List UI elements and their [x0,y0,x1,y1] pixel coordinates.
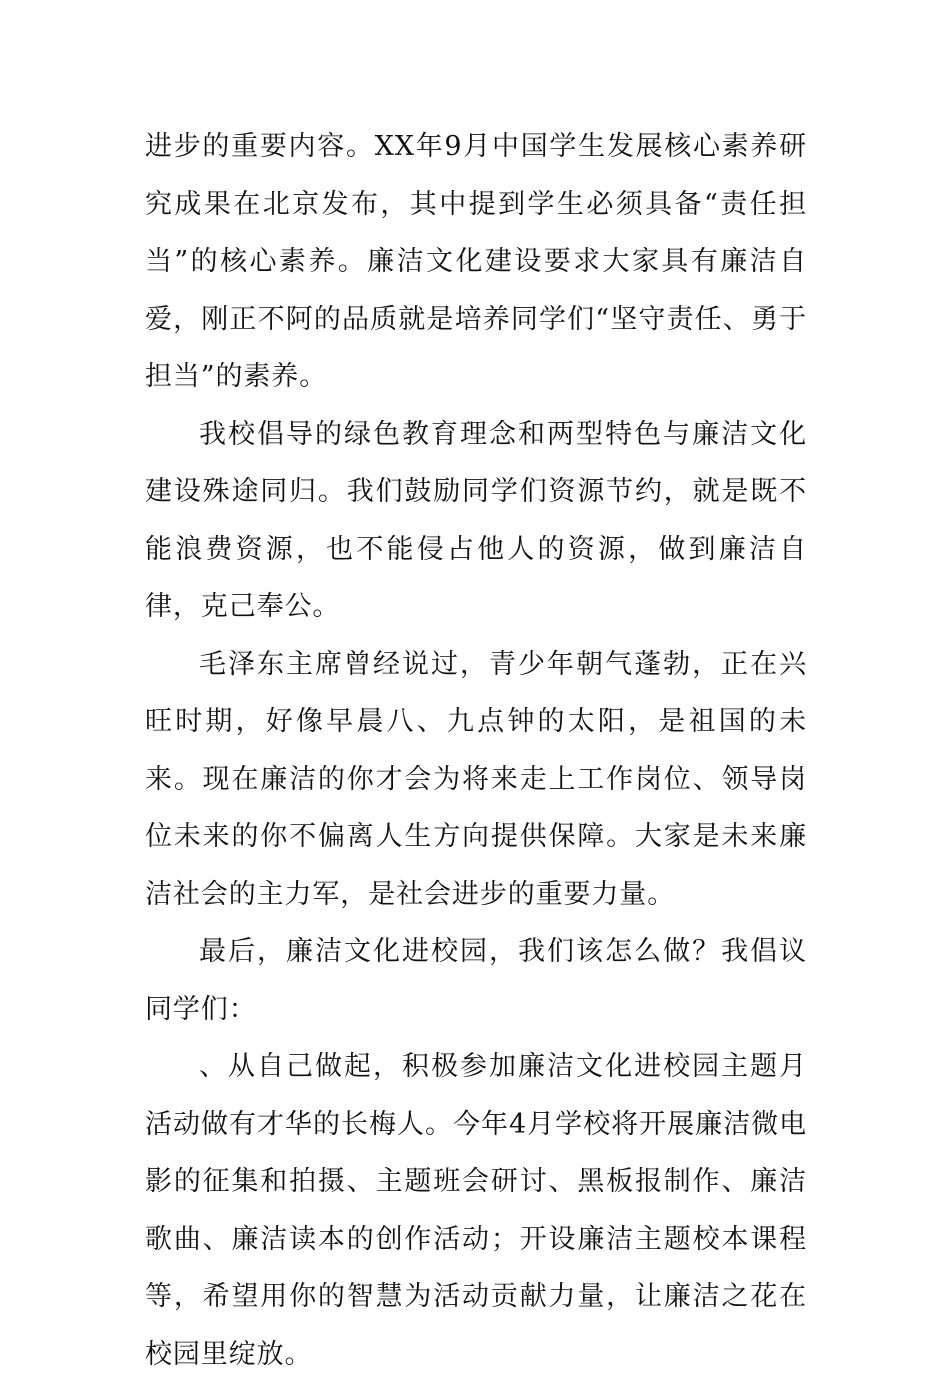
paragraph-mao-quote: 毛泽东主席曾经说过，青少年朝气蓬勃，正在兴旺时期，好像早晨八、九点钟的太阳，是祖国的未来。现在廉洁的你才会为将来走上工作岗位、领导岗位未来的你不偏离人生方向提供保障。大家是未来廉洁社会的主力军，是社会进步的重要力量。 [145,648,807,910]
paragraph-green-education: 我校倡导的绿色教育理念和两型特色与廉洁文化建设殊途同归。我们鼓励同学们资源节约，就是既不能浪费资源，也不能侵占他人的资源，做到廉洁自律，克己奉公。 [145,418,807,622]
document-page [145,118,807,1383]
paragraph-proposal-intro: 最后，廉洁文化进校园，我们该怎么做？我倡议同学们： [145,936,807,1025]
paragraph-proposal-item: 、从自己做起，积极参加廉洁文化进校园主题月活动做有才华的长梅人。今年4月学校将开展廉洁微电影的征集和拍摄、主题班会研讨、黑板报制作、廉洁歌曲、廉洁读本的创作活动；开设廉洁主题校本课程等，希望用你的智慧为活动贡献力量，让廉洁之花在校园里绽放。 [145,1051,807,1370]
paragraph-core-literacy: 进步的重要内容。XX年9月中国学生发展核心素养研究成果在北京发布，其中提到学生必须具备“责任担当”的核心素养。廉洁文化建设要求大家具有廉洁自爱，刚正不阿的品质就是培养同学们“坚守责任、勇于担当”的素养。 [145,131,807,392]
